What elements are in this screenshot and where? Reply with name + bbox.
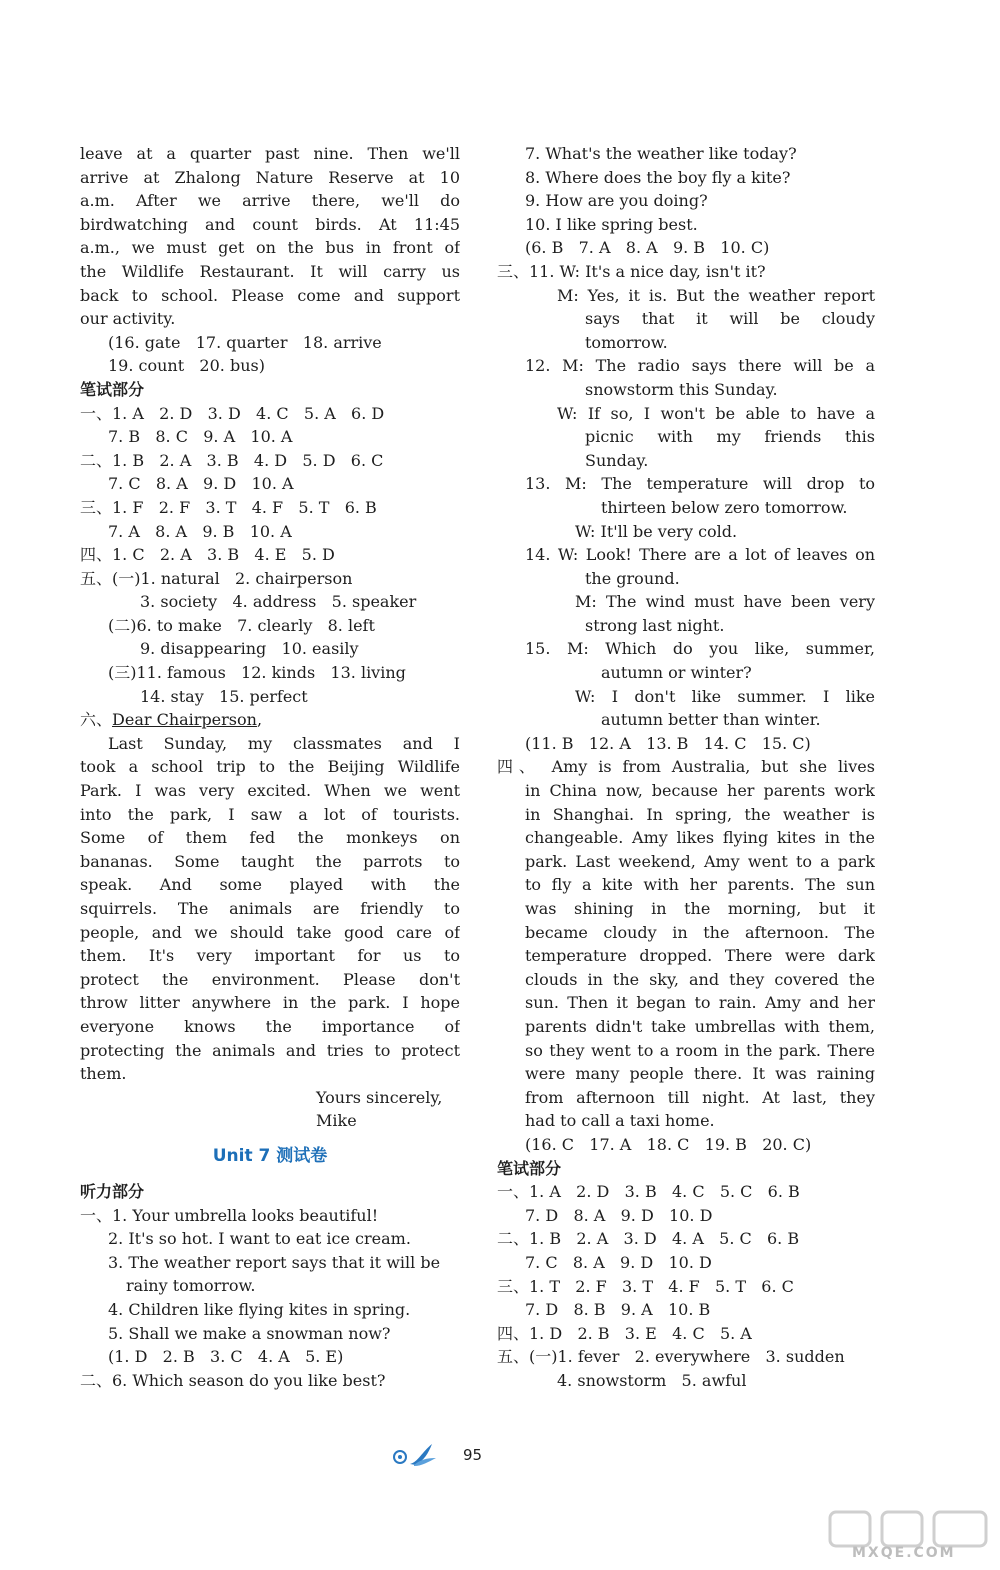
text-line: our activity.: [80, 309, 176, 329]
text-line: W: I don't like summer. I like: [575, 686, 875, 706]
text-line: 3. The weather report says that it will be: [108, 1252, 441, 1272]
text-line: clouds in the sky, and they covered the: [525, 969, 875, 989]
text-line: the Wildlife Restaurant. It will carry us: [80, 261, 460, 281]
text-line: Some of them fed the monkeys on: [80, 828, 460, 848]
text-line: temperature dropped. There were dark: [525, 946, 875, 966]
text-line: M: The wind must have been very: [575, 592, 875, 612]
text-line: protect the environment. Please don't: [80, 969, 460, 989]
text-line: Mike: [316, 1111, 357, 1131]
text-line: people, and we should take good care of: [80, 922, 460, 942]
text-line: a.m. After we arrive there, we'll do: [80, 191, 460, 211]
text-line: park. Last weekend, Amy went to a park: [525, 851, 875, 871]
text-line: 四、1. D 2. B 3. E 4. C 5. A: [497, 1323, 752, 1343]
section-number: 六、: [80, 710, 113, 730]
text-line: birdwatching and count birds. At 11:45: [80, 214, 460, 234]
text-line: (二)6. to make 7. clearly 8. left: [108, 615, 375, 635]
text-line: had to call a taxi home.: [525, 1111, 715, 1131]
text-line: back to school. Please come and support: [80, 285, 460, 305]
text-line: 12. M: The radio says there will be a: [525, 356, 875, 376]
text-line: Last Sunday, my classmates and I: [108, 733, 460, 753]
text-line: the ground.: [585, 568, 680, 588]
text-line: (11. B 12. A 13. B 14. C 15. C): [525, 733, 811, 753]
text-line: 9. How are you doing?: [525, 191, 708, 211]
punctuation: ,: [256, 710, 263, 730]
text-line: 4. Children like flying kites in spring.: [108, 1299, 411, 1319]
text-line: from afternoon till night. At last, they: [525, 1087, 875, 1107]
text-line: 7. B 8. C 9. A 10. A: [108, 427, 293, 447]
text-line: 二、1. B 2. A 3. B 4. D 5. D 6. C: [80, 450, 384, 470]
text-line: W: If so, I won't be able to have a: [557, 403, 875, 423]
text-line: 四、1. C 2. A 3. B 4. E 5. D: [80, 545, 335, 565]
text-line: were many people there. It was raining: [525, 1064, 875, 1084]
text-line: 15. M: Which do you like, summer,: [525, 639, 875, 659]
left-column: [80, 142, 460, 1392]
text-line: strong last night.: [585, 615, 725, 635]
text-line: 14. W: Look! There are a lot of leaves on: [525, 545, 875, 565]
unit-title: Unit 7 测试卷: [212, 1145, 328, 1166]
text-line: in China now, because her parents work: [525, 781, 875, 801]
text-line: 三、1. F 2. F 3. T 4. F 5. T 6. B: [80, 497, 377, 517]
text-line: 7. A 8. A 9. B 10. A: [108, 521, 292, 541]
right-column: [497, 142, 875, 1392]
text-line: speak. And some played with the: [80, 875, 460, 895]
text-line: everyone knows the importance of: [80, 1016, 460, 1036]
text-line: 8. Where does the boy fly a kite?: [525, 167, 791, 187]
text-line: 三、11. W: It's a nice day, isn't it?: [497, 261, 766, 281]
text-line: 五、(一)1. fever 2. everywhere 3. sudden: [497, 1347, 845, 1367]
text-line: into the park, I saw a lot of tourists.: [80, 804, 460, 824]
text-line: (16. gate 17. quarter 18. arrive: [108, 332, 382, 352]
text-line: 7. C 8. A 9. D 10. A: [108, 474, 294, 494]
text-line: protecting the animals and tries to protect: [80, 1040, 460, 1060]
text-line: (6. B 7. A 8. A 9. B 10. C): [525, 238, 770, 258]
text-line: M: Yes, it is. But the weather report: [557, 285, 875, 305]
watermark-text: MXQE.COM: [852, 1545, 956, 1561]
text-line: 一、1. A 2. D 3. B 4. C 5. C 6. B: [497, 1182, 800, 1202]
text-line: changeable. Amy likes flying kites in the: [525, 828, 875, 848]
text-line: snowstorm this Sunday.: [585, 379, 778, 399]
text-line: 7. D 8. A 9. D 10. D: [525, 1205, 713, 1225]
text-line: 3. society 4. address 5. speaker: [140, 592, 417, 612]
text-line: sun. Then it began to rain. Amy and her: [525, 993, 875, 1013]
text-line: [80, 708, 460, 732]
text-line: 13. M: The temperature will drop to: [525, 474, 875, 494]
text-line: W: It'll be very cold.: [575, 521, 738, 541]
section-heading: 笔试部分: [497, 1158, 562, 1178]
text-line: them. It's very important for us to: [80, 946, 460, 966]
page-number: 95: [463, 1446, 483, 1464]
text-line: a.m., we must get on the bus in front of: [80, 238, 460, 258]
text-line: autumn or winter?: [601, 663, 752, 683]
text-line: 三、1. T 2. F 3. T 4. F 5. T 6. C: [497, 1276, 794, 1296]
text-line: Sunday.: [585, 450, 649, 470]
section-heading: 听力部分: [80, 1181, 145, 1201]
text-line: (16. C 17. A 18. C 19. B 20. C): [525, 1134, 812, 1154]
text-line: was shining in the morning, but it: [525, 899, 875, 918]
text-line: rainy tomorrow.: [126, 1276, 256, 1296]
text-line: in Shanghai. In spring, the weather is: [525, 804, 875, 824]
text-line: 一、1. Your umbrella looks beautiful!: [80, 1205, 379, 1225]
publisher-logo-icon: [388, 1440, 440, 1468]
text-line: 5. Shall we make a snowman now?: [108, 1323, 391, 1343]
text-line: picnic with my friends this: [585, 427, 875, 447]
text-line: (1. D 2. B 3. C 4. A 5. E): [108, 1347, 344, 1367]
text-line: Park. I was very excited. When we went: [80, 781, 460, 801]
text-line: 四、 Amy is from Australia, but she lives: [497, 757, 875, 777]
text-line: took a school trip to the Beijing Wildlife: [80, 757, 460, 777]
text-line: 10. I like spring best.: [525, 214, 698, 234]
text-line: (三)11. famous 12. kinds 13. living: [108, 663, 406, 683]
section-heading: 笔试部分: [80, 379, 145, 399]
text-line: arrive at Zhalong Nature Reserve at 10: [80, 167, 460, 187]
text-line: bananas. Some taught the parrots to: [80, 851, 460, 871]
text-line: leave at a quarter past nine. Then we'll: [80, 144, 460, 163]
text-line: became cloudy in the afternoon. The: [525, 922, 875, 942]
text-line: tomorrow.: [585, 332, 668, 352]
text-line: Yours sincerely,: [316, 1087, 443, 1107]
text-line: 2. It's so hot. I want to eat ice cream.: [108, 1229, 411, 1249]
text-line: autumn better than winter.: [601, 710, 821, 730]
text-line: 二、6. Which season do you like best?: [80, 1370, 386, 1390]
text-line: 7. What's the weather like today?: [525, 144, 797, 163]
letter-salutation: Dear Chairperson: [112, 710, 257, 730]
text-line: so they went to a room in the park. There: [525, 1040, 875, 1060]
text-line: 7. D 8. B 9. A 10. B: [525, 1300, 711, 1320]
text-line: says that it will be cloudy: [585, 309, 875, 329]
text-line: parents didn't take umbrellas with them,: [525, 1016, 875, 1036]
text-line: them.: [80, 1064, 127, 1084]
text-line: 14. stay 15. perfect: [140, 686, 308, 706]
text-line: 一、1. A 2. D 3. D 4. C 5. A 6. D: [80, 403, 385, 423]
text-line: 4. snowstorm 5. awful: [557, 1370, 747, 1390]
text-line: throw litter anywhere in the park. I hope: [80, 993, 460, 1013]
text-line: squirrels. The animals are friendly to: [80, 899, 460, 918]
text-line: 二、1. B 2. A 3. D 4. A 5. C 6. B: [497, 1229, 800, 1249]
text-line: to fly a kite with her parents. The sun: [525, 875, 875, 895]
text-line: thirteen below zero tomorrow.: [601, 497, 848, 517]
text-line: 19. count 20. bus): [108, 356, 265, 376]
text-line: 7. C 8. A 9. D 10. D: [525, 1252, 712, 1272]
text-line: 五、(一)1. natural 2. chairperson: [80, 568, 353, 588]
text-line: 9. disappearing 10. easily: [140, 639, 359, 659]
